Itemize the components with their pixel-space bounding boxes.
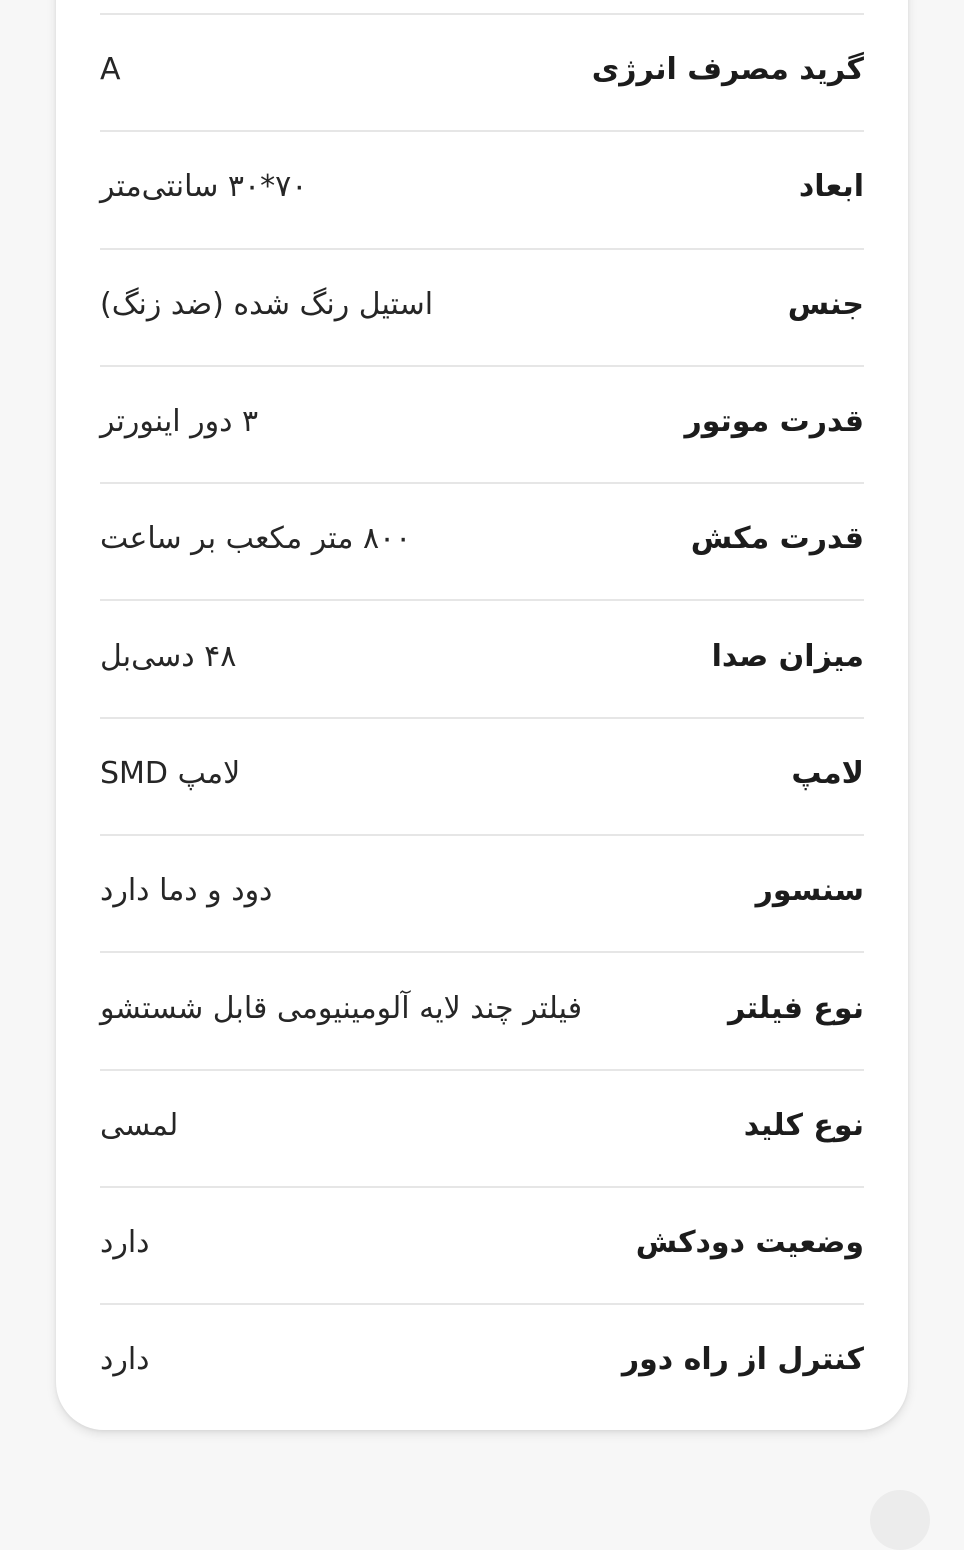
spec-row-noise-level	[100, 599, 864, 716]
spec-row-sensor	[100, 834, 864, 951]
spec-value: ۸۰۰ متر مکعب بر ساعت	[100, 521, 412, 557]
spec-label: لامپ	[791, 755, 864, 791]
spec-row-energy-grade	[100, 13, 864, 130]
spec-value: دارد	[100, 1342, 150, 1378]
spec-label: قدرت مکش	[690, 521, 864, 557]
spec-row-material	[100, 248, 864, 365]
spec-label: جنس	[787, 286, 864, 322]
spec-value: ۴۸ دسی‌بل	[100, 638, 237, 674]
spec-label: قدرت موتور	[684, 404, 864, 440]
spec-value: ۳ دور اینورتر	[100, 404, 259, 440]
spec-value: لمسی	[100, 1107, 179, 1143]
spec-label: نوع فیلتر	[727, 990, 864, 1026]
spec-label: کنترل از راه دور	[621, 1342, 864, 1378]
floating-action-button[interactable]	[870, 1490, 930, 1550]
spec-row-chimney	[100, 1186, 864, 1303]
spec-value: استیل رنگ شده (ضد زنگ)	[100, 286, 434, 322]
spec-value: دارد	[100, 1225, 150, 1261]
spec-label: ابعاد	[798, 169, 864, 205]
spec-value: دود و دما دارد	[100, 873, 273, 909]
spec-label: گرید مصرف انرژی	[591, 52, 864, 88]
spec-label: میزان صدا	[711, 638, 864, 674]
spec-row-motor-power	[100, 365, 864, 482]
spec-label: وضعیت دودکش	[635, 1225, 864, 1261]
spec-row-suction-power	[100, 482, 864, 599]
spec-value: ۷۰*۳۰ سانتی‌متر	[100, 169, 308, 205]
spec-row-filter-type	[100, 951, 864, 1068]
specifications-list	[100, 13, 864, 1421]
spec-row-lamp	[100, 717, 864, 834]
spec-label: سنسور	[755, 873, 864, 909]
spec-row-switch-type	[100, 1069, 864, 1186]
spec-value: فیلتر چند لایه آلومینیومی قابل شستشو	[100, 990, 583, 1026]
specifications-card	[56, 0, 908, 1430]
spec-value: لامپ SMD	[100, 755, 241, 791]
spec-row-remote-control	[100, 1303, 864, 1420]
spec-label: نوع کلید	[743, 1107, 864, 1143]
spec-value: A	[100, 52, 121, 88]
spec-row-dimensions	[100, 130, 864, 247]
